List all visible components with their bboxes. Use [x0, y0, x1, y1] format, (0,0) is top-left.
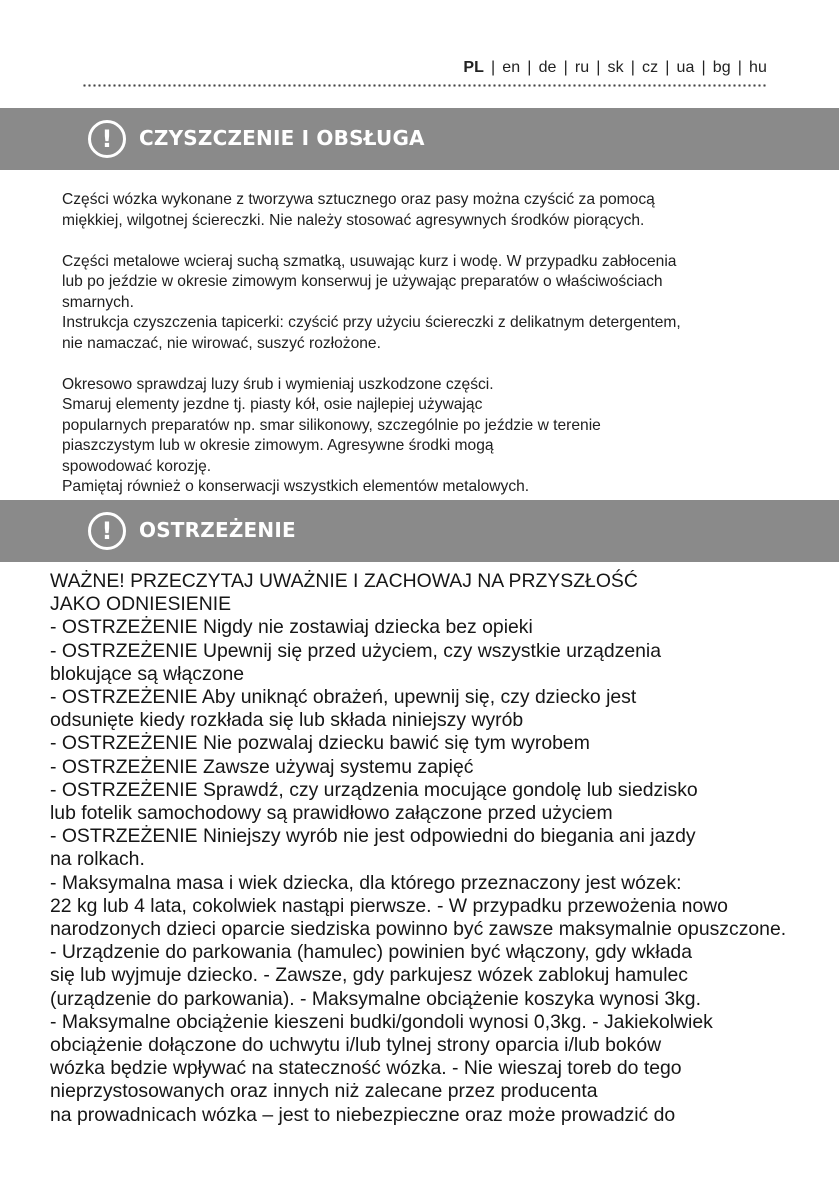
language-separator: | [701, 59, 706, 76]
text-line: - OSTRZEŻENIE Aby uniknąć obrażeń, upewnij się, czy dziecko jest [50, 686, 637, 709]
care-section-header [0, 108, 839, 170]
text-line: wózka będzie wpływać na stateczność wózka. - Nie wieszaj toreb do tego [50, 1057, 682, 1080]
text-line: Pamiętaj również o konserwacji wszystkich elementów metalowych. [62, 478, 530, 495]
text-line: się lub wyjmuje dziecko. - Zawsze, gdy parkujesz wózek zablokuj hamulec [50, 964, 689, 987]
text-line: narodzonych dzieci oparcie siedziska powinno być zawsze maksymalnie opuszczone. [50, 918, 787, 941]
text-line: lub fotelik samochodowy są prawidłowo załączone przed użyciem [50, 802, 613, 825]
text-line: blokujące są włączone [50, 662, 245, 685]
text-line: lub po jeździe w okresie zimowym konserwuj je używając preparatów o właściwościach [62, 273, 663, 290]
text-line: obciążenie dołączone do uchwytu i/lub tylnej strony oparcia i/lub boków [50, 1034, 662, 1057]
text-line: WAŻNE! PRZECZYTAJ UWAŻNIE I ZACHOWAJ NA PRZYSZŁOŚĆ [50, 570, 638, 592]
paragraph-gap [62, 354, 802, 375]
language-separator: | [491, 59, 496, 76]
text-line: Smaruj elementy jezdne tj. piasty kół, osie najlepiej używając [62, 396, 483, 413]
text-line: popularnych preparatów np. smar silikonowy, szczególnie po jeździe w terenie [62, 416, 601, 434]
text-line: Części metalowe wcieraj suchą szmatką, usuwając kurz i wodę. W przypadku zabłocenia [62, 252, 677, 270]
text-line: 22 kg lub 4 lata, cokolwiek nastąpi pierwsze. - W przypadku przewożenia nowo [50, 894, 728, 917]
text-line: - Maksymalne obciążenie kieszeni budki/gondoli wynosi 0,3kg. - Jakiekolwiek [50, 1010, 713, 1033]
text-line: - OSTRZEŻENIE Zawsze używaj systemu zapięć [50, 755, 474, 778]
text-line: nie namaczać, nie wirować, suszyć rozłożone. [62, 334, 381, 352]
warning-section-body [50, 570, 830, 1127]
language-link-cz[interactable]: cz [642, 59, 659, 76]
text-line: Części wózka wykonane z tworzywa sztucznego oraz pasy można czyścić za pomocą [62, 191, 655, 208]
text-line: Okresowo sprawdzaj luzy śrub i wymieniaj uszkodzone części. [62, 375, 494, 393]
text-line: - OSTRZEŻENIE Niniejszy wyrób nie jest odpowiedni do biegania ani jazdy [50, 825, 696, 848]
language-separator: | [737, 59, 742, 76]
text-line: nieprzystosowanych oraz innych niż zalecane przez producenta [50, 1080, 598, 1103]
text-line: Instrukcja czyszczenia tapicerki: czyścić przy użyciu ściereczki z delikatnym detergentem, [62, 314, 681, 331]
exclamation-circle-icon: ! [88, 512, 126, 550]
text-line: (urządzenie do parkowania). - Maksymalne obciążenie koszyka wynosi 3kg. [50, 987, 701, 1010]
language-separator: | [630, 59, 635, 76]
text-line: - Maksymalna masa i wiek dziecka, dla którego przeznaczony jest wózek: [50, 871, 682, 894]
text-line: smarnych. [62, 293, 134, 311]
language-link-bg[interactable]: bg [712, 59, 731, 76]
care-section-title: CZYSZCZENIE I OBSŁUGA [139, 126, 425, 150]
language-link-ua[interactable]: ua [676, 59, 695, 76]
warning-section-header [0, 500, 839, 562]
exclamation-circle-icon: ! [88, 120, 126, 158]
language-link-pl[interactable]: PL [463, 59, 485, 76]
care-section-body [62, 190, 802, 498]
text-line: - OSTRZEŻENIE Nie pozwalaj dziecku bawić się tym wyrobem [50, 732, 590, 755]
language-link-hu[interactable]: hu [749, 59, 767, 76]
text-line: piaszczystym lub w okresie zimowym. Agresywne środki mogą [62, 437, 494, 454]
paragraph-gap [62, 231, 802, 252]
text-line: - OSTRZEŻENIE Upewnij się przed użyciem, czy wszystkie urządzenia [50, 639, 661, 662]
text-line: JAKO ODNIESIENIE [50, 593, 232, 616]
text-line: na prowadnicach wózka – jest to niebezpieczne oraz może prowadzić do [50, 1103, 676, 1126]
language-link-de[interactable]: de [538, 59, 557, 76]
language-separator: | [596, 59, 601, 76]
language-separator: | [527, 59, 532, 76]
warning-section-title: OSTRZEŻENIE [139, 518, 296, 542]
dotted-divider [82, 84, 767, 87]
language-separator: | [665, 59, 670, 76]
text-line: na rolkach. [50, 848, 145, 871]
text-line: spowodować korozję. [62, 457, 212, 475]
text-line: - OSTRZEŻENIE Nigdy nie zostawiaj dziecka bez opieki [50, 616, 533, 639]
language-link-ru[interactable]: ru [574, 59, 590, 76]
text-line: - OSTRZEŻENIE Sprawdź, czy urządzenia mocujące gondolę lub siedzisko [50, 778, 698, 801]
language-link-en[interactable]: en [502, 59, 521, 76]
language-selector [463, 59, 767, 77]
text-line: miękkiej, wilgotnej ściereczki. Nie należy stosować agresywnych środków piorących. [62, 211, 645, 229]
text-line: odsunięte kiedy rozkłada się lub składa niniejszy wyrób [50, 709, 524, 732]
text-line: - Urządzenie do parkowania (hamulec) powinien być włączony, gdy wkłada [50, 941, 693, 964]
language-link-sk[interactable]: sk [607, 59, 624, 76]
language-separator: | [563, 59, 568, 76]
